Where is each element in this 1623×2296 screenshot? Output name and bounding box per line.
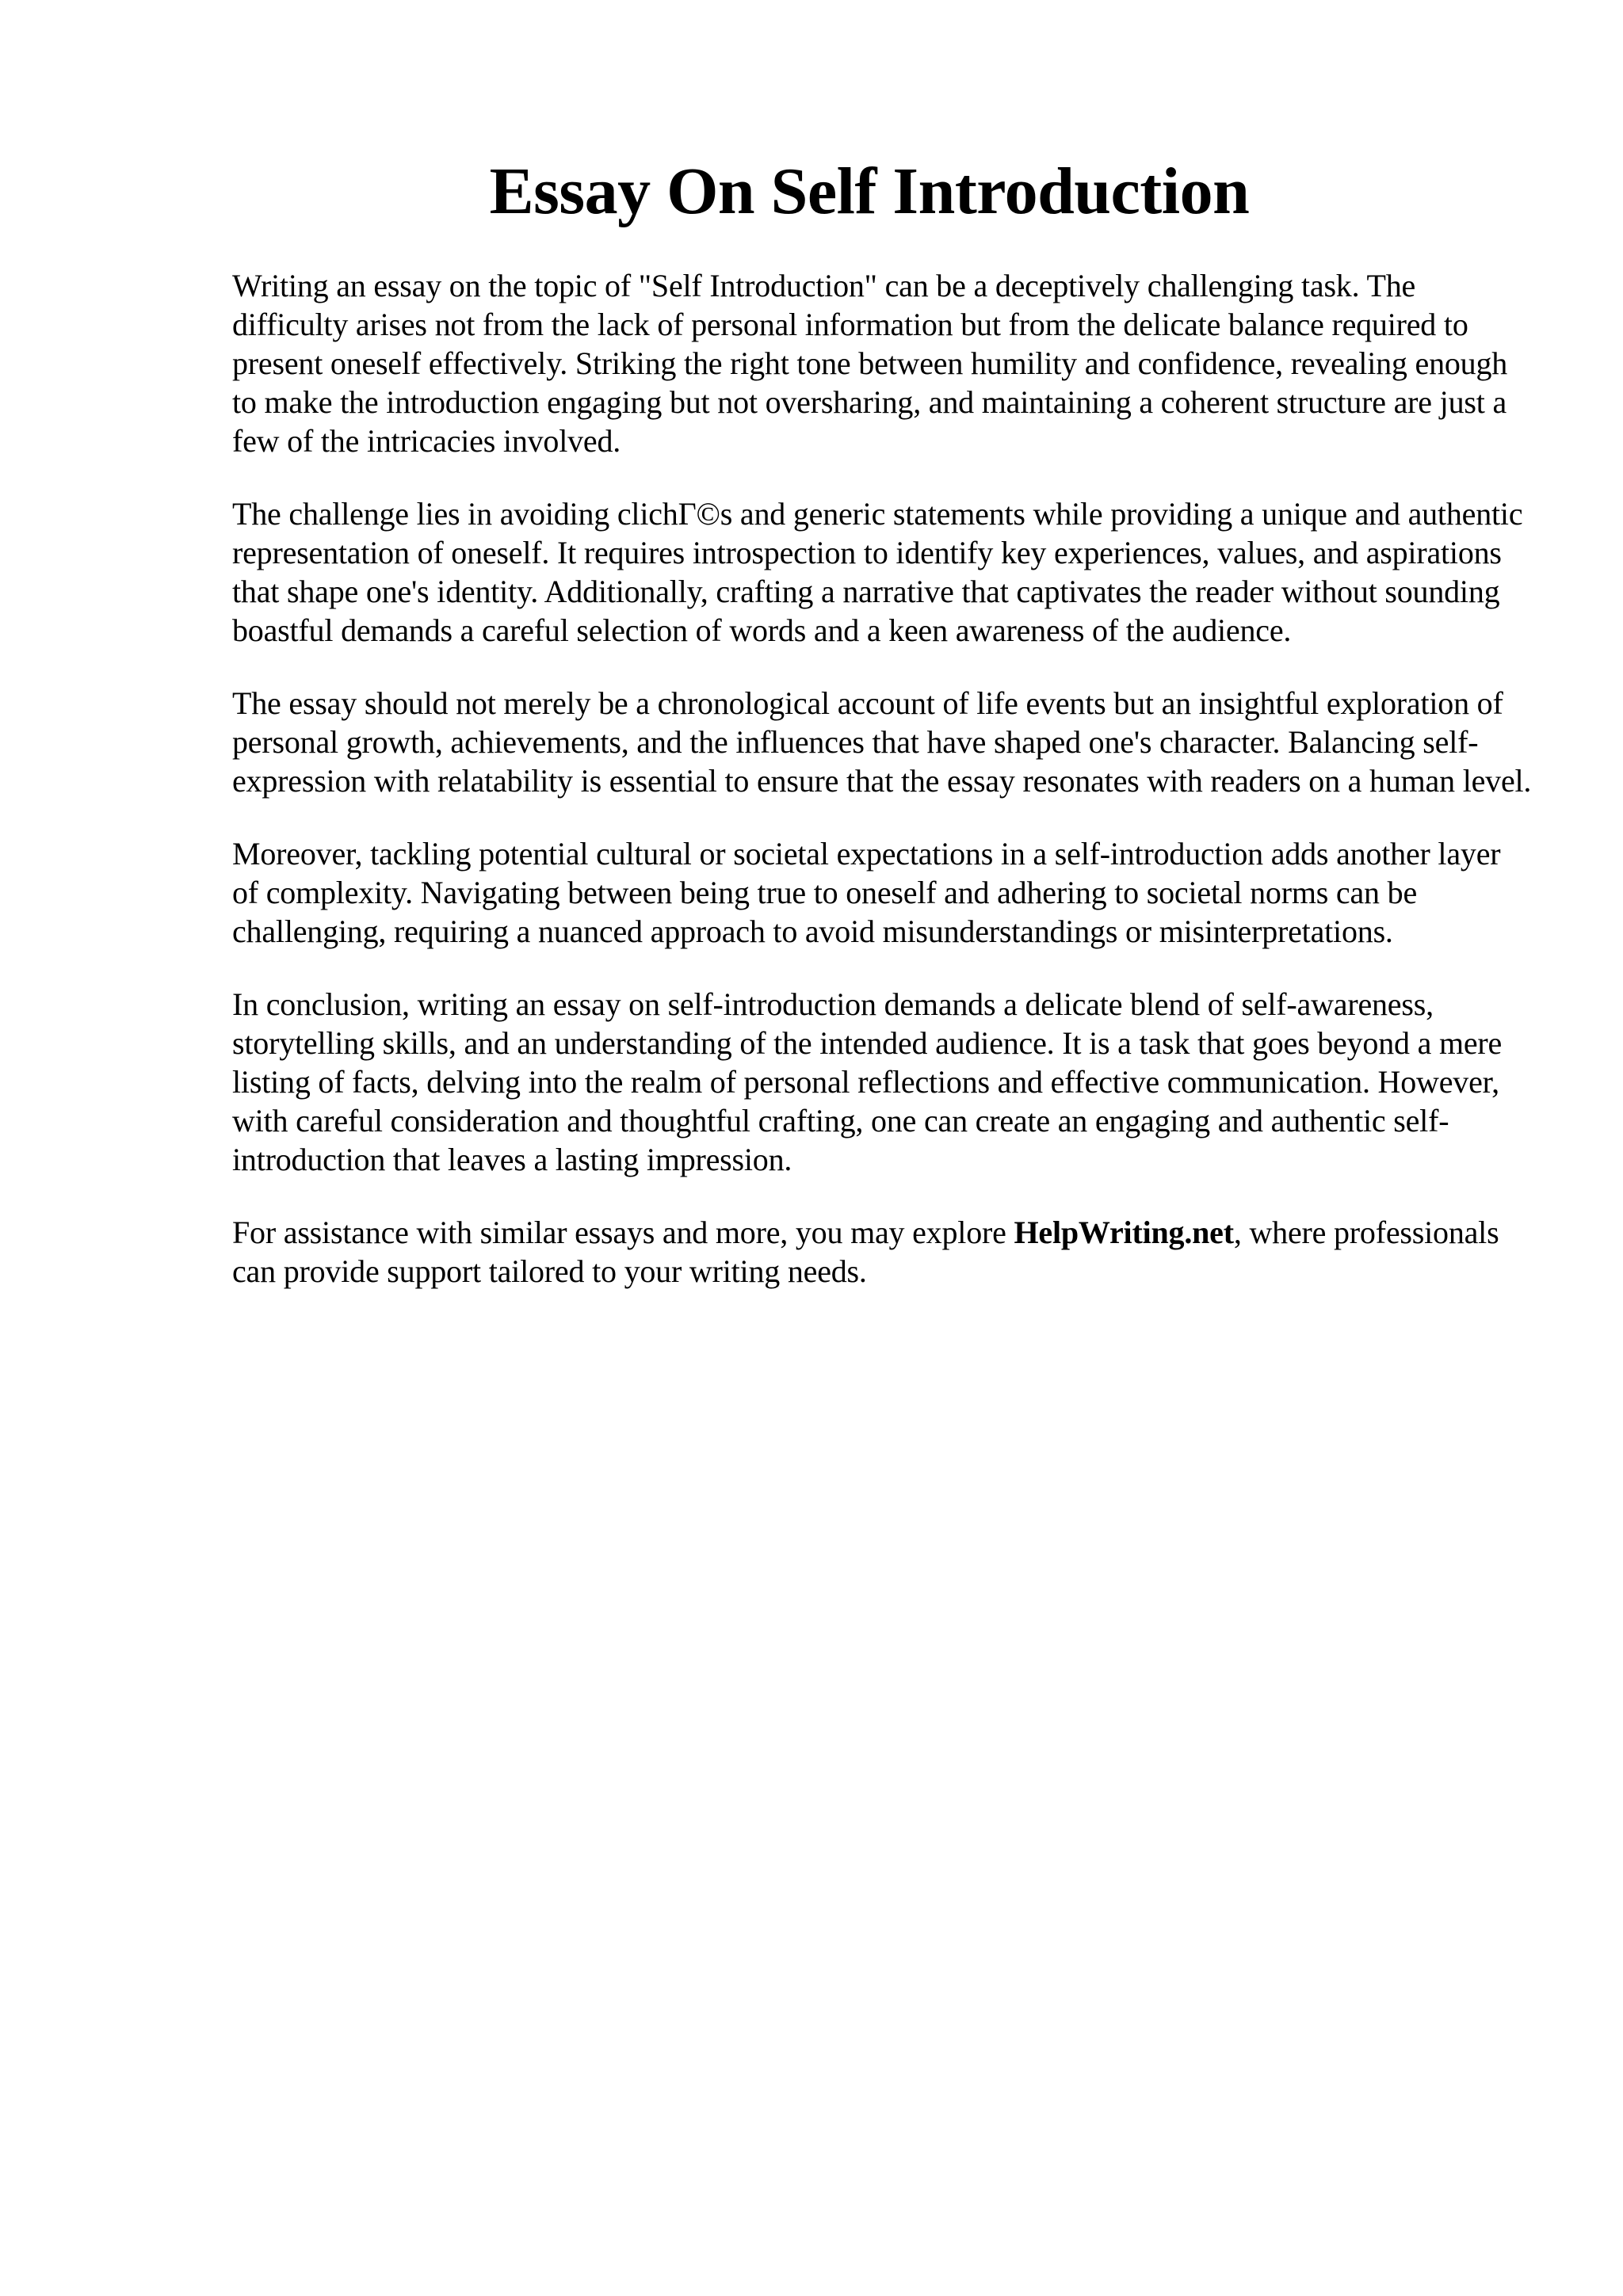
closing-paragraph: [232, 1213, 1532, 1291]
paragraph-2: The challenge lies in avoiding clichΓ©s and generic statements while providing a unique and authentic representation of oneself. It requires introspection to identify key experiences, values, and aspirations that shape one's identity. Additionally, crafting a narrative that captivates the reader without sounding boastful demands a careful selection of words and a keen awareness of the audience.: [232, 496, 1523, 648]
paragraph-1: Writing an essay on the topic of "Self Introduction" can be a deceptively challenging task. The difficulty arises not from the lack of personal information but from the delicate balance required to present oneself effectively. Striking the right tone between humility and confidence, revealing enough to make the introduction engaging but not oversharing, and maintaining a coherent structure are just a few of the intricacies involved.: [232, 268, 1508, 459]
paragraph-3: The essay should not merely be a chronological account of life events but an insightful exploration of personal growth, achievements, and the influences that have shaped one's character. Balancing self-expression with relatability is essential to ensure that the essay resonates with readers on a human level.: [232, 685, 1532, 799]
paragraph-4: Moreover, tackling potential cultural or societal expectations in a self-introduction adds another layer of complexity. Navigating between being true to oneself and adhering to societal norms can be challenging, requiring a nuanced approach to avoid misunderstandings or misinterpretations.: [232, 836, 1501, 949]
closing-text-after: , where professionals can provide support tailored to your writing needs.: [232, 1215, 1499, 1289]
helpwriting-link[interactable]: HelpWriting.net: [1014, 1215, 1234, 1250]
essay-body: [232, 266, 1532, 1325]
paragraph-5: In conclusion, writing an essay on self-introduction demands a delicate blend of self-awareness, storytelling skills, and an understanding of the intended audience. It is a task that goes beyond a mere listing of facts, delving into the realm of personal reflections and effective communication. However, with careful consideration and thoughtful crafting, one can create an engaging and authentic self-introduction that leaves a lasting impression.: [232, 986, 1503, 1177]
page-title: Essay On Self Introduction: [489, 154, 1250, 228]
closing-text-before: For assistance with similar essays and more, you may explore: [232, 1215, 1014, 1250]
